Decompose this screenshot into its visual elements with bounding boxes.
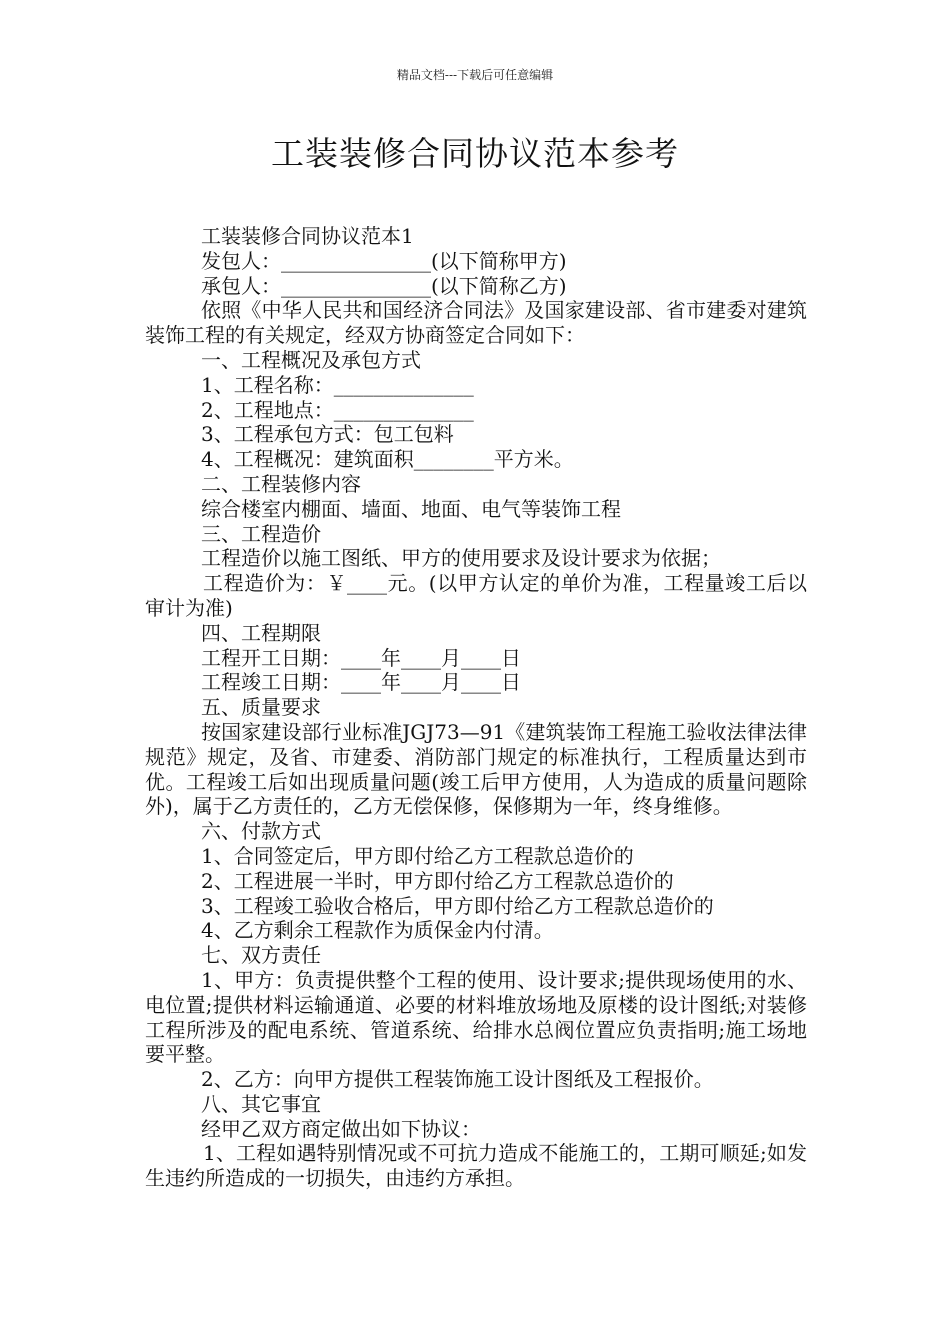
paragraph-project-location: 2、工程地点：______________ [201, 397, 474, 422]
section-heading-4: 四、工程期限 [201, 620, 321, 645]
section-heading-7: 七、双方责任 [201, 943, 321, 968]
section-heading-5: 五、质量要求 [201, 695, 321, 720]
paragraph-payment-4: 4、乙方剩余工程款作为质保金内付清。 [201, 918, 554, 943]
paragraph-force-majeure: 1、工程如遇特别情况或不可抗力造成不能施工的，工期可顺延;如发生违约所造成的一切损失，由违约方承担。 [145, 1141, 807, 1191]
paragraph-template-heading: 工装装修合同协议范本1 [201, 224, 414, 248]
paragraph-agreement-intro: 经甲乙双方商定做出如下协议： [201, 1116, 481, 1141]
paragraph-project-name: 1、工程名称：______________ [201, 372, 474, 397]
paragraph-party-b-duty: 2、乙方：向甲方提供工程装饰施工设计图纸及工程报价。 [201, 1067, 714, 1092]
paragraph-employer: 发包人：_______________(以下简称甲方) [201, 248, 567, 273]
paragraph-preamble: 依照《中华人民共和国经济合同法》及国家建设部、省市建委对建筑装饰工程的有关规定，经双方协商签定合同如下： [145, 298, 807, 348]
paragraph-payment-3: 3、工程竣工验收合格后，甲方即付给乙方工程款总造价的 [201, 893, 714, 918]
paragraph-party-a-duty: 1、甲方：负责提供整个工程的使用、设计要求;提供现场使用的水、电位置;提供材料运输通道、必要的材料堆放场地及原楼的设计图纸;对装修工程所涉及的配电系统、管道系统、给排水总阀位置应负责指明;施工场地要平整。 [145, 967, 807, 1067]
section-heading-8: 八、其它事宜 [201, 1091, 321, 1116]
paragraph-project-overview: 4、工程概况：建筑面积________平方米。 [201, 447, 574, 472]
page-header: 精品文档---下载后可任意编辑 [396, 68, 554, 82]
section-heading-3: 三、工程造价 [201, 521, 321, 546]
section-heading-6: 六、付款方式 [201, 819, 321, 844]
paragraph-completion-date: 工程竣工日期：____年____月____日 [201, 670, 521, 695]
paragraph-contract-mode: 3、工程承包方式：包工包料 [201, 422, 454, 447]
paragraph-cost-amount: 工程造价为：￥____元。(以甲方认定的单价为准，工程量竣工后以审计为准) [145, 571, 807, 620]
paragraph-start-date: 工程开工日期：____年____月____日 [201, 645, 521, 670]
section-heading-2: 二、工程装修内容 [201, 471, 361, 496]
paragraph-payment-2: 2、工程进展一半时，甲方即付给乙方工程款总造价的 [201, 868, 674, 893]
paragraph-quality: 按国家建设部行业标准JGJ73—91《建筑装饰工程施工验收法律法律规范》规定，及省、市建委、消防部门规定的标准执行，工程质量达到市优。工程竣工后如出现质量问题(竣工后甲方使用，人为造成的质量问题除外)，属于乙方责任的，乙方无偿保修，保修期为一年，终身维修。 [145, 719, 807, 819]
paragraph-decoration-content: 综合楼室内棚面、墙面、地面、电气等装饰工程 [201, 496, 621, 521]
document-body [145, 224, 807, 1191]
paragraph-contractor: 承包人：_______________(以下简称乙方) [201, 273, 567, 298]
paragraph-payment-1: 1、合同签定后，甲方即付给乙方工程款总造价的 [201, 843, 634, 868]
document-title: 工装装修合同协议范本参考 [271, 134, 679, 173]
section-heading-1: 一、工程概况及承包方式 [201, 347, 421, 372]
paragraph-cost-basis: 工程造价以施工图纸、甲方的使用要求及设计要求为依据； [201, 546, 721, 571]
